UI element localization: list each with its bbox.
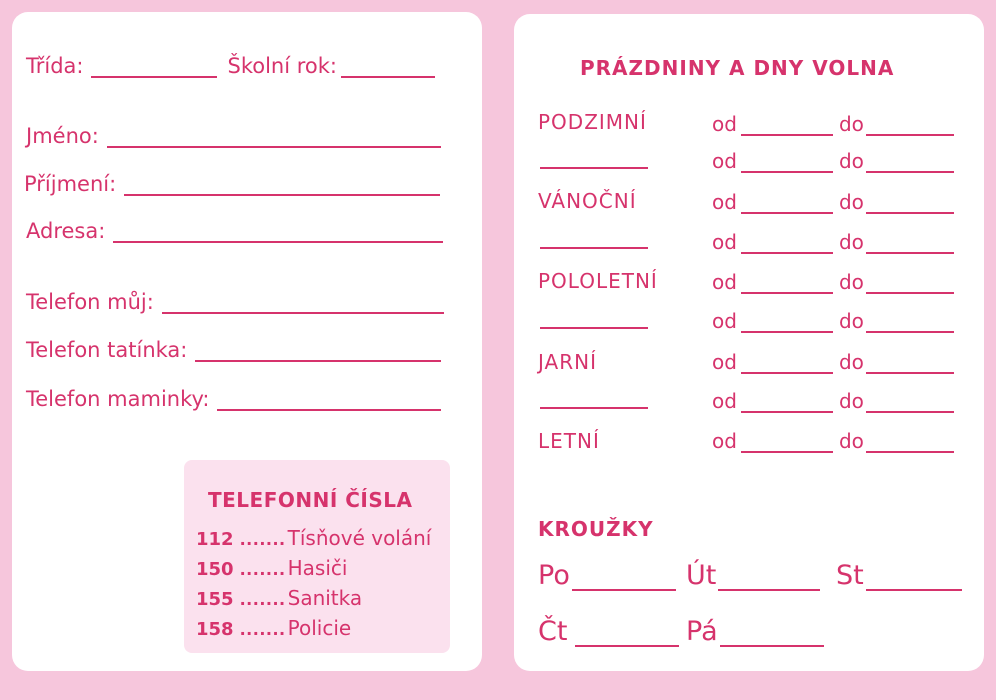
od-field[interactable]: [741, 118, 833, 136]
date-range-row: [712, 149, 954, 173]
vacation-blank[interactable]: [540, 327, 648, 329]
day-row-ut: [686, 560, 820, 591]
od-field[interactable]: [741, 236, 833, 254]
telefon-muj-row: [26, 290, 444, 314]
day-label-st: St: [836, 560, 864, 591]
prijmeni-label: Příjmení:: [24, 172, 117, 196]
od-field[interactable]: [741, 435, 833, 453]
date-range-row: [712, 389, 954, 413]
phone-service: Policie: [287, 616, 352, 640]
personal-info-card: [12, 12, 482, 671]
phone-item: [196, 586, 362, 610]
day-field-pa[interactable]: [720, 625, 824, 647]
date-range-row: [712, 350, 954, 374]
od-field[interactable]: [741, 276, 833, 294]
telefon-tatinka-row: [26, 338, 441, 362]
telefon-muj-field[interactable]: [162, 294, 444, 314]
do-label: do: [838, 112, 864, 136]
vacation-blank[interactable]: [540, 247, 648, 249]
do-field[interactable]: [866, 395, 954, 413]
telefon-maminky-row: [26, 387, 441, 411]
skolni-rok-field[interactable]: [341, 58, 435, 78]
od-label: od: [712, 429, 737, 453]
day-field-ut[interactable]: [718, 569, 820, 591]
day-row-ct: [538, 616, 679, 647]
trida-label: Třída:: [26, 54, 84, 78]
date-range-row: [712, 112, 954, 136]
do-label: do: [838, 230, 864, 254]
vacation-label-podzimni: PODZIMNÍ: [538, 110, 647, 134]
prijmeni-row: [24, 172, 440, 196]
od-field[interactable]: [741, 315, 833, 333]
phone-dots: .......: [239, 530, 286, 549]
od-label: od: [712, 270, 737, 294]
day-label-ut: Út: [686, 560, 717, 591]
date-range-row: [712, 270, 954, 294]
phone-number: 112: [196, 529, 234, 550]
telefon-tatinka-field[interactable]: [195, 342, 441, 362]
vacation-blank[interactable]: [540, 407, 648, 409]
trida-field[interactable]: [91, 58, 217, 78]
phone-number: 150: [196, 559, 234, 580]
od-label: od: [712, 309, 737, 333]
do-field[interactable]: [866, 276, 954, 294]
do-label: do: [838, 309, 864, 333]
krouzky-title: KROUŽKY: [538, 517, 654, 541]
do-field[interactable]: [866, 435, 954, 453]
holidays-title: PRÁZDNINY A DNY VOLNA: [580, 56, 895, 80]
vacation-label-letni: LETNÍ: [538, 429, 600, 453]
day-label-po: Po: [538, 560, 570, 591]
day-row-st: [836, 560, 962, 591]
phone-dots: .......: [239, 590, 286, 609]
phone-number: 155: [196, 589, 234, 610]
trida-row: [26, 54, 435, 78]
do-label: do: [838, 350, 864, 374]
day-row-po: [538, 560, 676, 591]
do-field[interactable]: [866, 315, 954, 333]
emergency-numbers-box: [184, 460, 450, 653]
telefon-muj-label: Telefon můj:: [26, 290, 154, 314]
od-label: od: [712, 230, 737, 254]
vacation-label-pololetni: POLOLETNÍ: [538, 269, 658, 293]
day-label-ct: Čt: [538, 616, 568, 647]
date-range-row: [712, 190, 954, 214]
adresa-label: Adresa:: [26, 219, 106, 243]
do-field[interactable]: [866, 356, 954, 374]
do-label: do: [838, 149, 864, 173]
od-field[interactable]: [741, 395, 833, 413]
od-label: od: [712, 149, 737, 173]
do-label: do: [838, 389, 864, 413]
od-label: od: [712, 350, 737, 374]
do-label: do: [838, 270, 864, 294]
telefon-maminky-field[interactable]: [217, 391, 441, 411]
do-label: do: [838, 190, 864, 214]
holidays-card: [514, 14, 984, 671]
telefon-tatinka-label: Telefon tatínka:: [26, 338, 188, 362]
adresa-field[interactable]: [113, 223, 443, 243]
od-field[interactable]: [741, 196, 833, 214]
do-field[interactable]: [866, 155, 954, 173]
telefon-maminky-label: Telefon maminky:: [26, 387, 210, 411]
do-field[interactable]: [866, 118, 954, 136]
day-row-pa: [686, 616, 824, 647]
od-label: od: [712, 112, 737, 136]
day-field-ct[interactable]: [575, 625, 679, 647]
jmeno-row: [26, 124, 441, 148]
adresa-row: [26, 219, 443, 243]
od-label: od: [712, 190, 737, 214]
phone-number: 158: [196, 619, 234, 640]
prijmeni-field[interactable]: [124, 176, 440, 196]
phone-item: [196, 556, 347, 580]
phone-item: [196, 526, 431, 550]
skolni-rok-label: Školní rok:: [227, 54, 337, 78]
date-range-row: [712, 230, 954, 254]
phone-service: Hasiči: [287, 556, 348, 580]
date-range-row: [712, 429, 954, 453]
day-label-pa: Pá: [686, 616, 718, 647]
day-field-po[interactable]: [572, 569, 676, 591]
vacation-label-vanocni: VÁNOČNÍ: [538, 189, 637, 213]
od-field[interactable]: [741, 356, 833, 374]
od-label: od: [712, 389, 737, 413]
jmeno-label: Jméno:: [26, 124, 99, 148]
phone-dots: .......: [239, 620, 286, 639]
date-range-row: [712, 309, 954, 333]
phone-service: Sanitka: [287, 586, 363, 610]
day-field-st[interactable]: [866, 569, 962, 591]
emergency-numbers-title: TELEFONNÍ ČÍSLA: [208, 488, 413, 512]
do-label: do: [838, 429, 864, 453]
do-field[interactable]: [866, 196, 954, 214]
phone-item: [196, 616, 351, 640]
od-field[interactable]: [741, 155, 833, 173]
vacation-label-jarni: JARNÍ: [538, 350, 597, 374]
do-field[interactable]: [866, 236, 954, 254]
jmeno-field[interactable]: [107, 128, 441, 148]
vacation-blank[interactable]: [540, 167, 648, 169]
phone-dots: .......: [239, 560, 286, 579]
phone-service: Tísňové volání: [287, 526, 432, 550]
